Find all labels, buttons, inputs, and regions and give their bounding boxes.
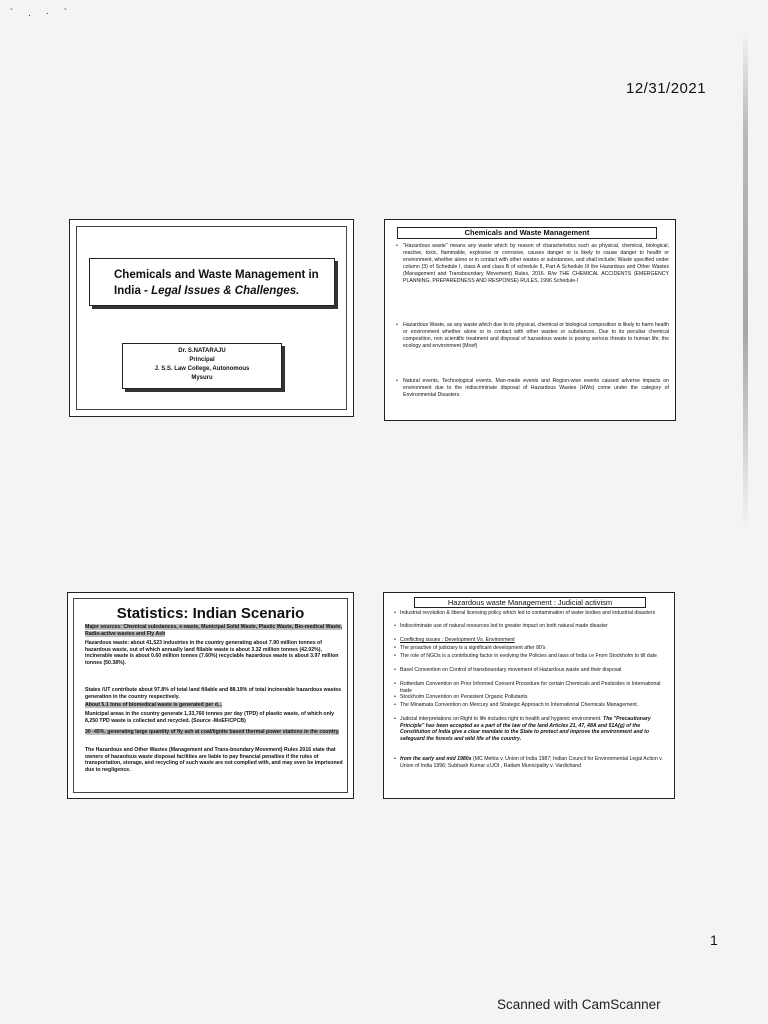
slide-title: Statistics: Indian Scenario (116, 605, 305, 622)
bullet-case-law: • from the early and mid 1980s (MC Mehta v. Union of India 1987; Indian Council for Environmental Legal Action v. Union of India 1996; Subhash Kumar v.UOI , Ratlam Municipality v. Vardichand (394, 756, 663, 769)
para-states-ut: States /UT contribute about 97.8% of total land fillable and 88.19% of total incinerable hazardous wastes generation in the country respectively. (85, 687, 341, 700)
slide-judicial-activism (383, 592, 675, 799)
para-major-sources: Major sources: Chemical substances, e-waste, Municipal Solid Waste, Plastic Waste, Bio-medical Waste, Radio-active wastes and Fly Ash (85, 624, 343, 637)
author-college: J. S.S. Law College, Autonomous (154, 366, 250, 372)
para-hazardous-waste: Hazardous waste: about 41,523 industries in the country generating about 7.90 million tonnes of hazardous waste, out of which annually land fillable waste is about 3.32 million tonnes (42.02%), incinerable waste is about 0.60 million tonnes (7.60%) recyclable hazardous waste is about 3.97 million tonnes (50.38%). (85, 640, 339, 666)
bullet-ngos: • The role of NGOs is a contributing factor in evolving the Policies and laws of India i.e From Stockholm to till date (394, 653, 657, 659)
slide-title (69, 219, 354, 417)
slide-chemicals-definition (384, 219, 676, 421)
slide-header: Chemicals and Waste Management (397, 227, 657, 239)
author-city: Mysuru (191, 375, 213, 381)
slide-title-line1: Chemicals and Waste Management in (114, 269, 319, 281)
para-fly-ash: 30 -45%, generating large quantity of fly ash at coal/lignite based thermal power stations in the country. (85, 729, 340, 735)
date-stamp: 12/31/2021 (626, 80, 707, 97)
bullet-natural-resources: • Indiscriminate use of natural resources led to greater impact on both natural made disaster (394, 623, 608, 629)
bullet-environmental-disasters: • Natural events, Technological events, Man-made events and Region-wise events caused adverse impacts on environment due to the indiscriminate disposal of Hazardous Wastes (HWs) come under the category of Environmental Disasters. (396, 378, 669, 398)
author-role: Principal (189, 357, 215, 363)
bullet-conflicting-issues: • Conflicting issues : Development Vs. Environment (394, 637, 515, 643)
bullet-stockholm: • Stockholm Convention on Persistent Organic Pollutants (394, 694, 528, 700)
bullet-minamata: • The Minamata Convention on Mercury and Strategic Approach to International Chemicals Management. (394, 702, 639, 708)
bullet-text: Natural events, Technological events, Man-made events and Region-wise events caused adverse impacts on environment due to the indiscriminate disposal of Hazardous Wastes (HWs) come under the category of Environmental Disasters. (403, 378, 669, 398)
slide-inner-border (73, 598, 348, 793)
bullet-hazardous-waste: • "Hazardous waste" means any waste which by reason of characteristics such as physical, chemical, biological, reactive, toxic, flammable, explosive or corrosive, causes danger or is likely to cause danger to health or environment, whether alone or in contact with other wastes or substances, and shall include; Waste specified under column (3) of Schedule I, class A and class B of schedule II, Part A Schedule III the Hazardous and Other Wastes (Management and Transboundary Movement) Rules, 2016. R/w THE CHEMICAL ACCIDENTS (EMERGENCY PLANNING, PREPAREDNESS AND RESPONSE) RULES, 1996 Schedule-I (396, 243, 669, 284)
title-box (89, 258, 335, 306)
bullet-text: Hazardous Waste, as any waste which due to its physical, chemical or biological composition is likely to harm health or environment whether alone or in contact with other wastes or substances. Due to its peculiar chemical composition, non scientific treatment and disposal of hazardous waste is posing serious threats to human life, the ecology and environment (Moef) (403, 322, 669, 349)
slide-title-line2-italic: Legal Issues & Challenges. (151, 285, 300, 297)
bullet-judicial-interpretation: • Judicial interpretations on Right to life includes right to health and hygienic environment. The "Precautionary Principle" has been accepted as a part of the law of the land Articles 21, 47, 48A and 51A(g) of the Constitution of India give a clear mandate to the State to protect and improve the environment and to safeguard the forests and wild life of the country. (394, 716, 651, 742)
page-number: 1 (710, 932, 718, 948)
author-name: Dr. S.NATARAJU (178, 348, 226, 354)
bullet-judiciary: • The proactive of judiciary is a significant development after 80's (394, 645, 546, 651)
slide-header: Hazardous waste Management : Judicial activism (414, 597, 646, 608)
scan-edge-shadow (743, 30, 748, 530)
para-plastic-waste: Municipal areas in the country generate 1,33,760 tonnes per day (TPD) of plastic waste, of which only 8,250 TPD waste is collected and recycled. (Source -MoEF/CPCB) (85, 711, 335, 724)
author-box (122, 343, 282, 389)
bullet-hazardous-waste-composition: • Hazardous Waste, as any waste which due to its physical, chemical or biological composition is likely to harm health or environment whether alone or in contact with other wastes or substances. Due to its peculiar chemical composition, non scientific treatment and disposal of hazardous waste is posing serious threats to human life, the ecology and environment (Moef) (396, 322, 669, 349)
bullet-text: "Hazardous waste" means any waste which by reason of characteristics such as physical, chemical, biological, reactive, toxic, flammable, explosive or corrosive, causes danger or is likely to cause danger to health or environment, whether alone or in contact with other wastes or substances, and shall include; Waste specified under column (3) of Schedule I, class A and class B of schedule II, Part A Schedule III the Hazardous and Other Wastes (Management and Transboundary Movement) Rules, 2016. R/w THE CHEMICAL ACCIDENTS (EMERGENCY PLANNING, PREPAREDNESS AND RESPONSE) RULES, 1996 Schedule-I (403, 243, 669, 284)
bullet-basel: • Basel Convention on Control of transboundary movement of Hazardous waste and their disposal (394, 667, 622, 673)
bullet-industrial-revolution: • Industrial revolution & liberal licensing policy which led to contamination of water bodies and industrial disasters (394, 610, 656, 616)
scanner-watermark: Scanned with CamScanner (497, 997, 661, 1012)
slide-inner-border (76, 226, 347, 410)
para-biomedical: About 5.1 tons of biomedical waste is generated per d... (85, 702, 223, 708)
para-rules-2016: The Hazardous and Other Wastes (Management and Trans-boundary Movement) Rules 2016 state that owners of hazardous waste disposal facilities are liable to pay financial penalties if the rules of transportation, storage, and recycling of such waste are not complied with, and may even be imprisoned due to negligence. (85, 747, 343, 773)
slide-statistics (67, 592, 354, 799)
scan-specks: ` . · ` (10, 8, 74, 19)
slide-title-line2: India - (114, 285, 152, 297)
bullet-rotterdam: • Rotterdam Convention on Prior Informed Consent Procedure for certain Chemicals and Pesticides in International trade (394, 681, 661, 694)
